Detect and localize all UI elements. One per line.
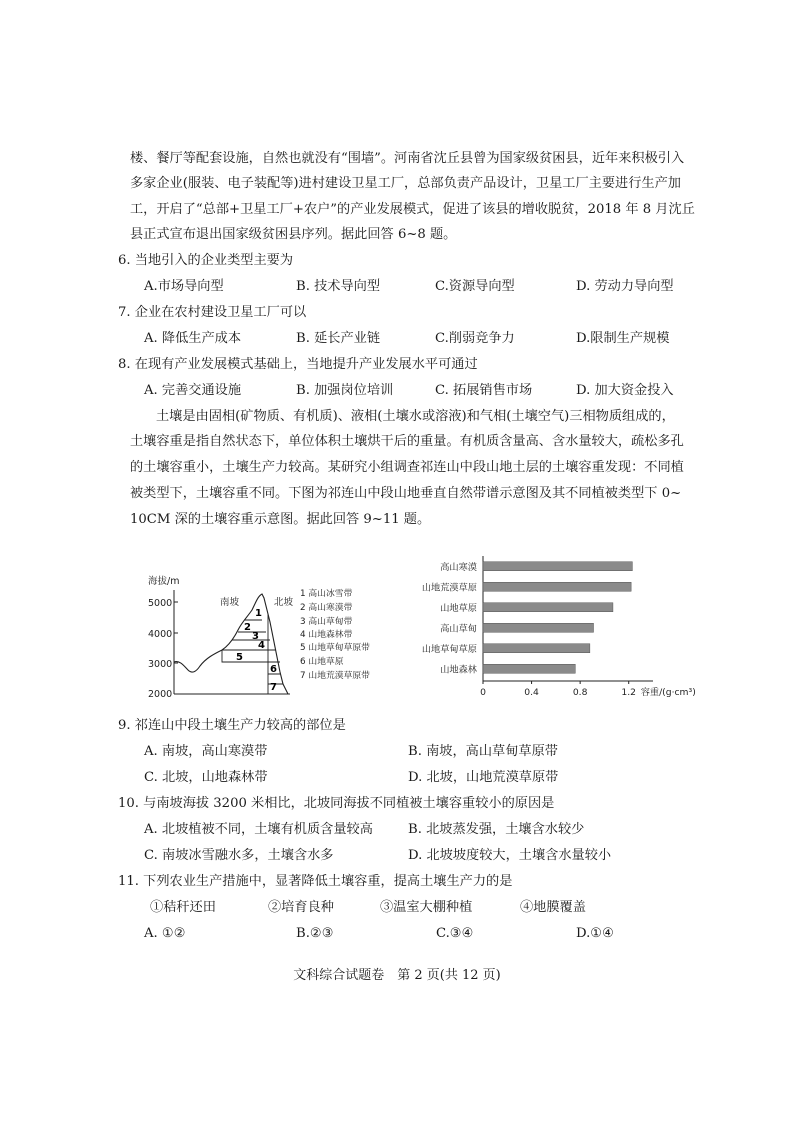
question-11-option-c: C.③④ xyxy=(436,926,474,941)
question-9-option-c: C. 北坡，山地森林带 xyxy=(144,770,268,785)
question-11-option-d: D.①④ xyxy=(576,926,614,941)
vertical-zone-diagram xyxy=(140,570,395,705)
question-7-option-c: C.削弱竞争力 xyxy=(435,331,515,346)
chart-bar xyxy=(483,644,590,653)
chart-bar xyxy=(483,623,594,632)
zone-5-number: 5 xyxy=(236,652,243,663)
chart-x-tick-label: 1.2 xyxy=(621,687,637,698)
passage1-line-2: 多家企业(服装、电子装配等)进村建设卫星工厂，总部负责产品设计，卫星工厂主要进行生产加 xyxy=(130,176,681,191)
passage1-line-4: 县正式宣布退出国家级贫困县序列。据此回答 6~8 题。 xyxy=(130,227,457,242)
question-7-stem: 7. 企业在农村建设卫星工厂可以 xyxy=(118,305,307,320)
question-8-option-c: C. 拓展销售市场 xyxy=(435,383,533,398)
passage2-line-2: 土壤容重是指自然状态下，单位体积土壤烘干后的重量。有机质含量高、含水量较大，疏松多孔 xyxy=(130,434,684,449)
mountain-profile xyxy=(174,594,288,694)
question-8-option-d: D. 加大资金投入 xyxy=(576,383,674,398)
question-11-option-a: A. ①② xyxy=(144,926,186,941)
diagram-ytick-4000: 4000 xyxy=(148,629,173,640)
chart-bar xyxy=(483,603,613,612)
chart-category-label: 高山草甸 xyxy=(440,623,477,635)
question-11-stem: 11. 下列农业生产措施中，显著降低土壤容重，提高土壤生产力的是 xyxy=(118,874,513,889)
question-10-stem: 10. 与南坡海拔 3200 米相比，北坡同海拔不同植被土壤容重较小的原因是 xyxy=(118,796,555,811)
chart-x-tick-label: 0.8 xyxy=(572,687,588,698)
chart-bar xyxy=(483,562,632,571)
page-footer: 文科综合试题卷 第 2 页(共 12 页) xyxy=(293,968,501,983)
legend-zone-2: 2 高山寒漠带 xyxy=(300,603,353,613)
question-11-item-4: ④地膜覆盖 xyxy=(520,900,586,915)
zone-3-number: 3 xyxy=(252,631,259,642)
passage2-line-3: 的土壤容重小，土壤生产力较高。某研究小组调查祁连山中段山地土层的土壤容重发现：不同植 xyxy=(130,460,684,475)
legend-zone-3: 3 高山草甸带 xyxy=(300,617,353,627)
question-6-stem: 6. 当地引入的企业类型主要为 xyxy=(118,253,294,268)
passage2-line-4: 被类型下，土壤容重不同。下图为祁连山中段山地垂直自然带谱示意图及其不同植被类型下 0~ xyxy=(130,486,682,501)
chart-x-tick-label: 0.4 xyxy=(524,687,539,698)
question-7-option-d: D.限制生产规模 xyxy=(576,331,670,346)
question-8-option-b: B. 加强岗位培训 xyxy=(296,383,394,398)
legend-zone-4: 4 山地森林带 xyxy=(300,630,353,640)
diagram-ylabel: 海拔/m xyxy=(148,576,180,587)
chart-bar xyxy=(483,664,575,673)
question-8-stem: 8. 在现有产业发展模式基础上，当地提升产业发展水平可通过 xyxy=(118,357,478,372)
question-6-option-a: A.市场导向型 xyxy=(144,279,224,294)
question-9-stem: 9. 祁连山中段土壤生产力较高的部位是 xyxy=(118,718,346,733)
legend-zone-5: 5 山地草甸草原带 xyxy=(300,643,370,653)
legend-zone-1: 1 高山冰雪带 xyxy=(300,589,353,599)
soil-bulk-density-chart xyxy=(405,548,705,698)
diagram-ytick-3000: 3000 xyxy=(148,659,173,670)
question-6-option-d: D. 劳动力导向型 xyxy=(576,279,674,294)
chart-category-label: 山地森林 xyxy=(440,664,477,676)
north-slope-label: 北坡 xyxy=(274,597,294,608)
zone-6-number: 6 xyxy=(270,664,277,675)
chart-x-tick-label: 0 xyxy=(480,687,486,698)
question-11-option-b: B.②③ xyxy=(296,926,334,941)
question-9-option-d: D. 北坡，山地荒漠草原带 xyxy=(408,770,559,785)
chart-category-label: 山地草甸草原 xyxy=(421,643,477,655)
passage1-line-3: 工，开启了“总部+卫星工厂+农户”的产业发展模式，促进了该县的增收脱贫，2018 年 8 月沈丘 xyxy=(130,202,695,217)
diagram-ytick-5000: 5000 xyxy=(148,598,173,609)
zone-1-number: 1 xyxy=(255,608,262,619)
question-7-option-a: A. 降低生产成本 xyxy=(144,331,242,346)
zone-4-number: 4 xyxy=(258,640,265,651)
diagram-ytick-2000: 2000 xyxy=(148,689,173,700)
passage1-line-1: 楼、餐厅等配套设施，自然也就没有“围墙”。河南省沈丘县曾为国家级贫困县，近年来积极引入 xyxy=(130,151,685,166)
legend-zone-6: 6 山地草原 xyxy=(300,657,344,667)
chart-category-label: 高山寒漠 xyxy=(440,561,477,573)
question-11-item-1: ①秸秆还田 xyxy=(150,900,216,915)
zone-7-number: 7 xyxy=(270,682,277,693)
question-10-option-a: A. 北坡植被不同，土壤有机质含量较高 xyxy=(144,822,373,837)
passage2-line-5: 10CM 深的土壤容重示意图。据此回答 9~11 题。 xyxy=(130,512,431,527)
zone-2-number: 2 xyxy=(244,622,251,633)
passage2-line-1: 土壤是由固相(矿物质、有机质)、液相(土壤水或溶液)和气相(土壤空气)三相物质组成的， xyxy=(156,409,675,424)
question-9-option-b: B. 南坡，高山草甸草原带 xyxy=(408,744,558,759)
question-10-option-c: C. 南坡冰雪融水多，土壤含水多 xyxy=(144,848,334,863)
south-slope-label: 南坡 xyxy=(220,597,240,608)
question-7-option-b: B. 延长产业链 xyxy=(296,331,381,346)
question-10-option-b: B. 北坡蒸发强，土壤含水较少 xyxy=(408,822,585,837)
chart-bar xyxy=(483,582,631,591)
chart-category-label: 山地荒漠草原 xyxy=(421,582,477,594)
question-8-option-a: A. 完善交通设施 xyxy=(144,383,242,398)
chart-category-label: 山地草原 xyxy=(440,602,477,614)
question-11-item-2: ②培育良种 xyxy=(268,900,334,915)
legend-zone-7: 7 山地荒漠草原带 xyxy=(300,671,370,681)
chart-x-axis-label: 容重/(g·cm³) xyxy=(640,687,696,698)
question-11-item-3: ③温室大棚种植 xyxy=(380,900,473,915)
question-9-option-a: A. 南坡，高山寒漠带 xyxy=(144,744,268,759)
question-10-option-d: D. 北坡坡度较大，土壤含水量较小 xyxy=(408,848,612,863)
question-6-option-b: B. 技术导向型 xyxy=(296,279,381,294)
question-6-option-c: C.资源导向型 xyxy=(435,279,515,294)
